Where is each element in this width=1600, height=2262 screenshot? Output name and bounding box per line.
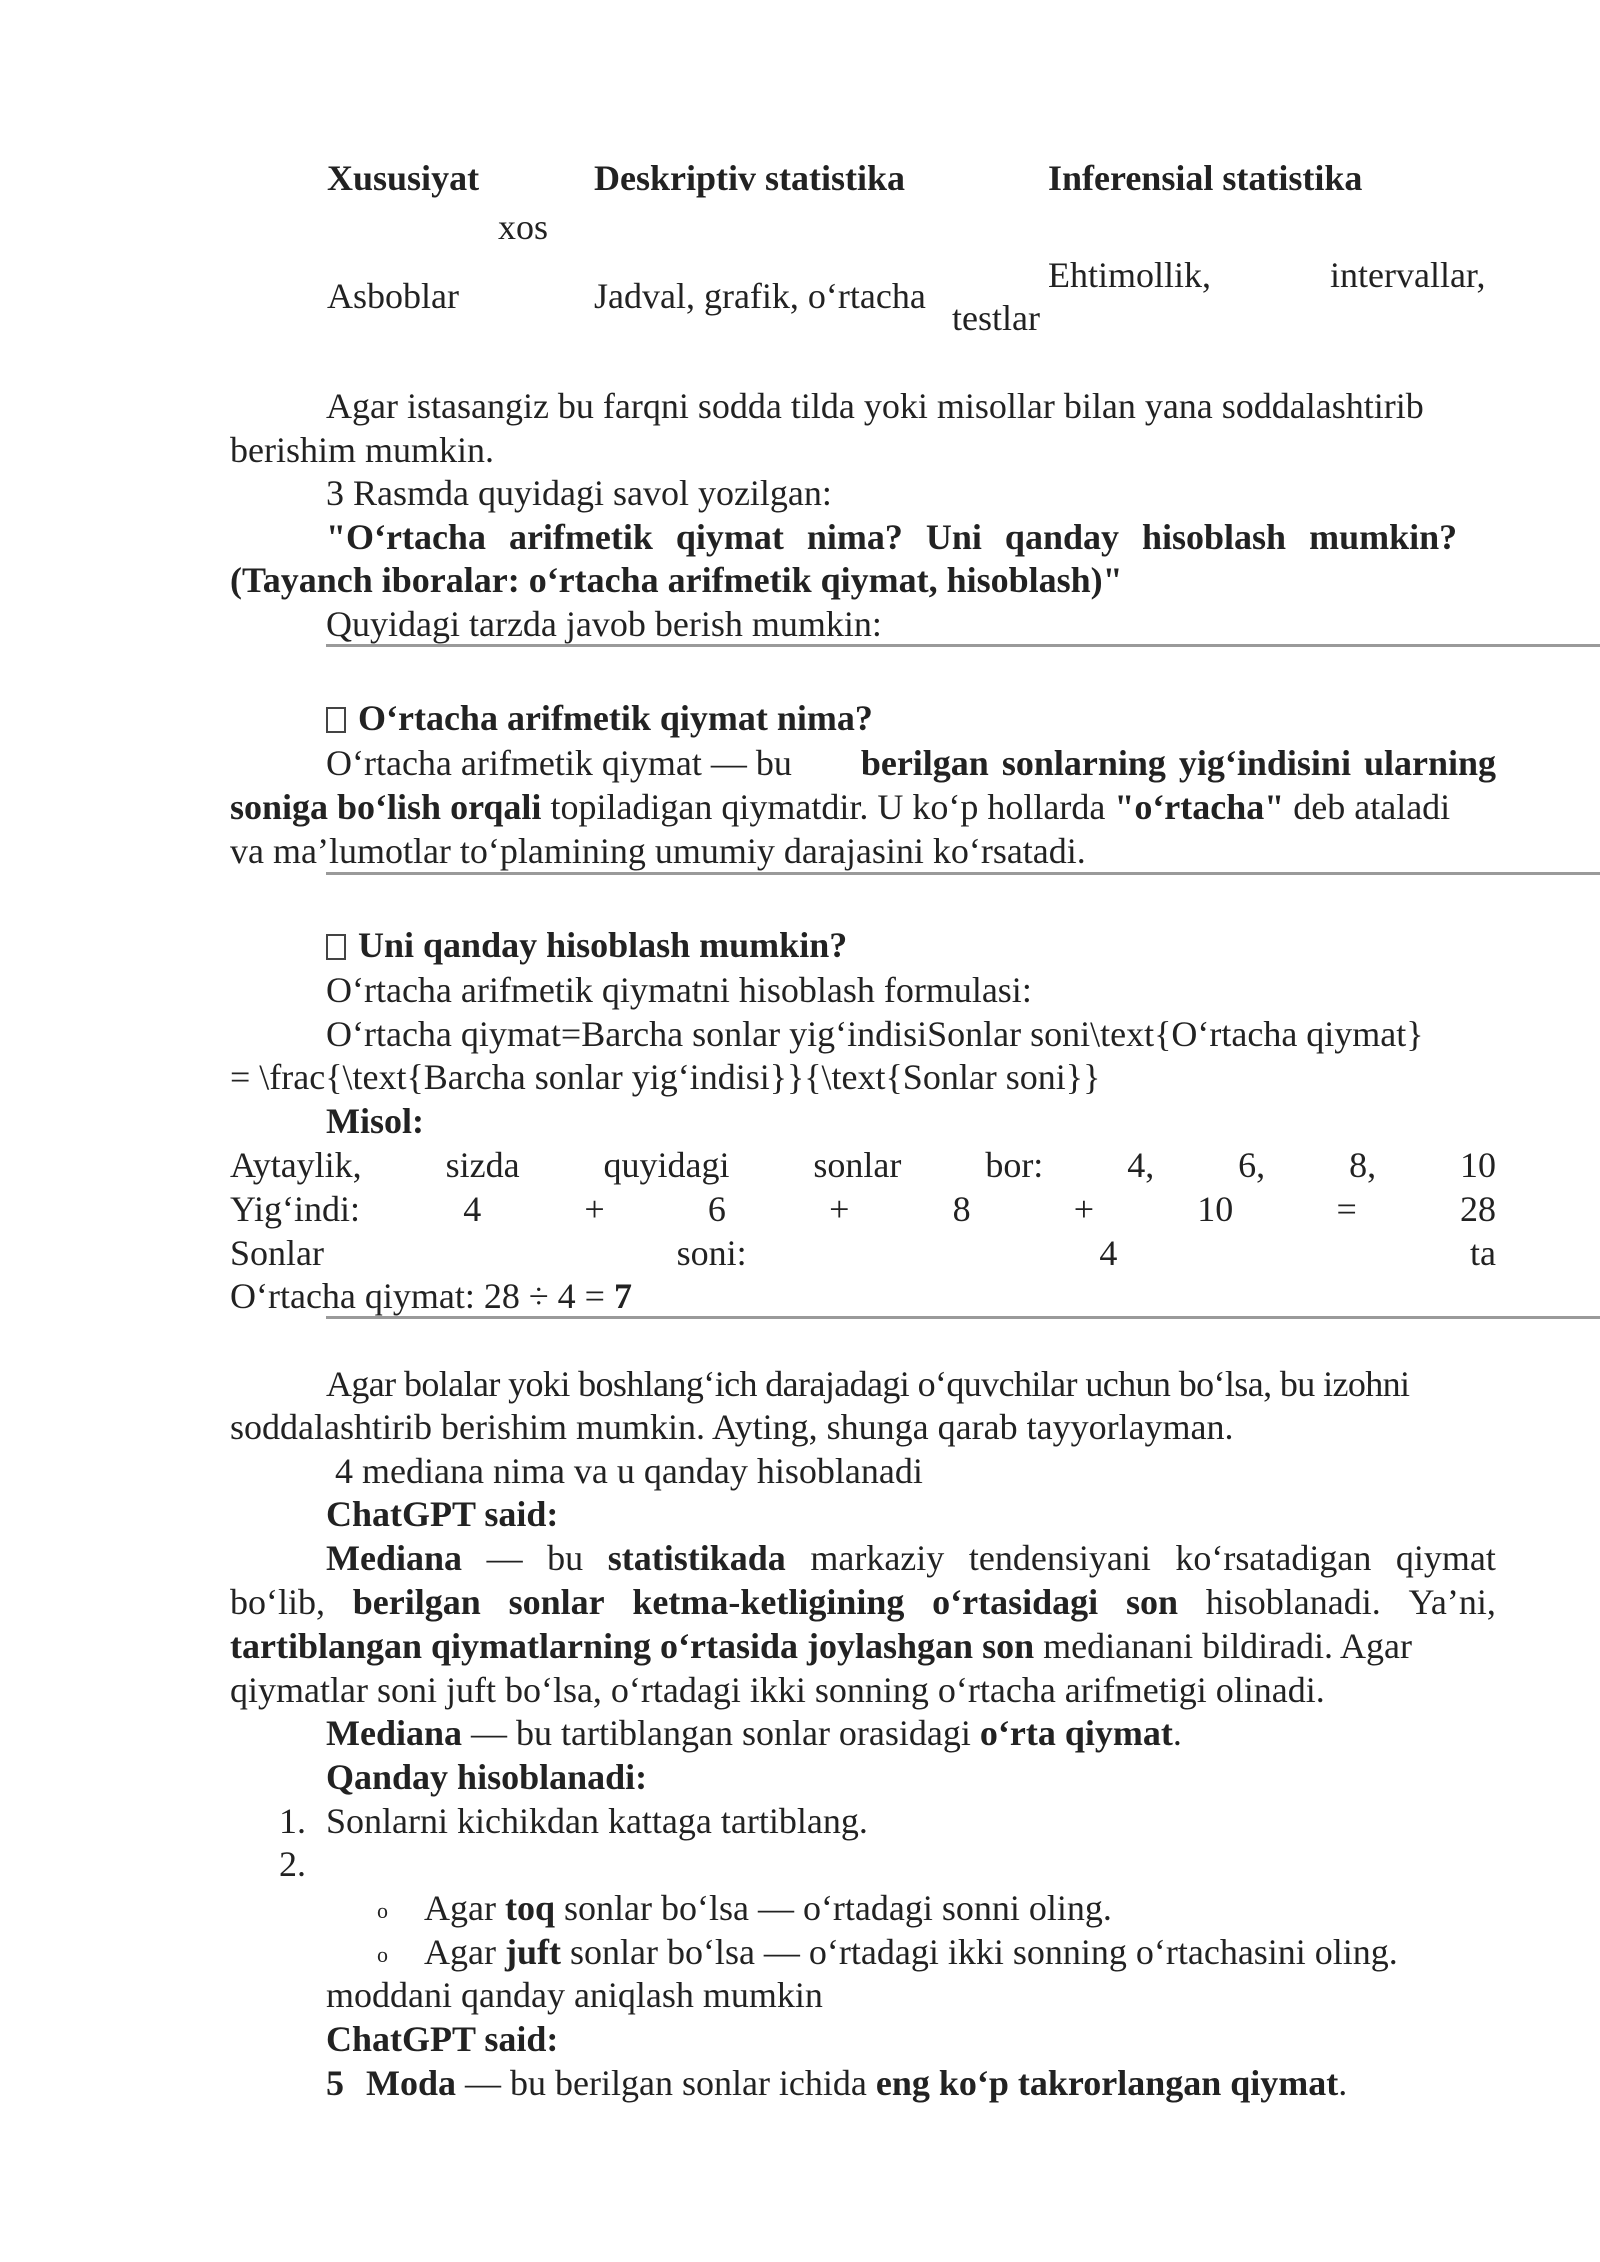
sub-item-bold: toq bbox=[504, 1888, 555, 1928]
section-1-text-2a: soniga bo‘lish orqali bbox=[230, 787, 542, 827]
table-cell-inferential-3: testlar bbox=[952, 298, 1040, 338]
median-definition bbox=[326, 1711, 1182, 1755]
formula-intro: O‘rtacha arifmetik qiymatni hisoblash formulasi: bbox=[326, 970, 1032, 1010]
median-term: Mediana bbox=[326, 1538, 463, 1578]
checkbox-icon bbox=[326, 707, 346, 733]
question-3-line-2: (Tayanch iboralar: o‘rtacha arifmetik qiymat, hisoblash)" bbox=[230, 560, 1123, 600]
mode-number: 5 bbox=[326, 2063, 344, 2103]
median-bold-text: sonlar bbox=[508, 1582, 605, 1622]
chatgpt-said-label: ChatGPT said: bbox=[326, 1494, 559, 1534]
median-bold-text: son bbox=[1125, 1582, 1178, 1622]
mode-term: Moda bbox=[366, 2063, 456, 2103]
example-word: soni: bbox=[676, 1233, 747, 1273]
how-calculated-heading: Qanday hisoblanadi: bbox=[326, 1757, 648, 1797]
median-bold-text: statistikada bbox=[607, 1538, 786, 1578]
section-3-line-2: soddalashtirib berishim mumkin. Ayting, shunga qarab tayyorlayman. bbox=[230, 1407, 1234, 1447]
median-bold-text: berilgan bbox=[352, 1582, 481, 1622]
median-text: bo‘lib, bbox=[230, 1582, 325, 1622]
intro-line-2: berishim mumkin. bbox=[230, 430, 494, 470]
example-word: Sonlar bbox=[230, 1233, 324, 1273]
example-word: 6 bbox=[707, 1189, 726, 1229]
example-line-2 bbox=[230, 1187, 1496, 1231]
question-3-line-1 bbox=[326, 515, 1496, 559]
list-number-2: 2. bbox=[279, 1844, 306, 1884]
table-header-feature: Xususiyat bbox=[327, 158, 480, 198]
median-paragraph-line-2 bbox=[230, 1580, 1496, 1624]
mode-definition bbox=[326, 2061, 1347, 2105]
example-line-4 bbox=[230, 1274, 632, 1318]
example-word: sonlar bbox=[813, 1145, 902, 1185]
example-word: + bbox=[584, 1189, 605, 1229]
mode-bold: eng ko‘p takrorlangan qiymat bbox=[875, 2063, 1339, 2103]
example-word: 28 bbox=[1459, 1189, 1496, 1229]
question-3-text-1: "O‘rtacha arifmetik qiymat nima? Uni qanday hisoblash mumkin? bbox=[326, 517, 1458, 557]
sub-list-item-1 bbox=[424, 1886, 1112, 1930]
table-cell-descriptive: Jadval, grafik, o‘rtacha bbox=[594, 276, 926, 316]
mode-period: . bbox=[1338, 2063, 1348, 2103]
example-word: ta bbox=[1469, 1233, 1496, 1273]
median-text: bu bbox=[547, 1538, 584, 1578]
section-1-heading-text: O‘rtacha arifmetik qiymat nima? bbox=[358, 698, 873, 738]
median-text: qiymat bbox=[1395, 1538, 1496, 1578]
median-definition-bold: o‘rta qiymat bbox=[979, 1713, 1173, 1753]
list-item-1: Sonlarni kichikdan kattaga tartiblang. bbox=[326, 1801, 868, 1841]
example-word: + bbox=[1073, 1189, 1095, 1229]
section-1-text-1b: berilgan sonlarning yig‘indisini ularning bbox=[860, 743, 1496, 783]
section-1-line-1 bbox=[326, 741, 1496, 785]
table-header-descriptive: Deskriptiv statistika bbox=[594, 158, 906, 198]
median-bold-text: o‘rtasidagi bbox=[932, 1582, 1099, 1622]
section-2-heading-text: Uni qanday hisoblash mumkin? bbox=[358, 925, 848, 965]
horizontal-rule bbox=[326, 872, 1600, 875]
sub-item-text: sonlar bo‘lsa — o‘rtadagi sonni oling. bbox=[554, 1888, 1112, 1928]
section-1-line-3: va ma’lumotlar to‘plamining umumiy darajasini ko‘rsatadi. bbox=[230, 831, 1086, 871]
horizontal-rule bbox=[326, 1316, 1600, 1319]
example-word: 6, bbox=[1238, 1145, 1266, 1185]
median-text: tendensiyani bbox=[968, 1538, 1151, 1578]
median-term: Mediana bbox=[326, 1713, 463, 1753]
median-text: markaziy bbox=[810, 1538, 945, 1578]
mode-question: moddani qanday aniqlash mumkin bbox=[326, 1975, 823, 2015]
median-bold-text: tartiblangan qiymatlarning o‘rtasida joylashgan son bbox=[230, 1626, 1035, 1666]
sub-item-text: Agar bbox=[424, 1932, 505, 1972]
sub-bullet-icon: o bbox=[377, 1942, 388, 1967]
table-header-inferential: Inferensial statistika bbox=[1048, 158, 1363, 198]
intro-line-1: Agar istasangiz bu farqni sodda tilda yoki misollar bilan yana soddalashtirib bbox=[326, 386, 1424, 426]
example-word: quyidagi bbox=[603, 1145, 730, 1185]
section-3-line-1: Agar bolalar yoki boshlang‘ich darajadagi o‘quvchilar uchun bo‘lsa, bu izohni bbox=[326, 1364, 1410, 1404]
median-text: ko‘rsatadigan bbox=[1175, 1538, 1372, 1578]
horizontal-rule bbox=[326, 644, 1600, 647]
median-paragraph-line-3 bbox=[230, 1624, 1412, 1668]
table-cell-tools: Asboblar bbox=[327, 276, 459, 316]
median-text: Ya’ni, bbox=[1408, 1582, 1496, 1622]
list-number-1: 1. bbox=[279, 1801, 306, 1841]
sub-list-item-2 bbox=[424, 1930, 1398, 1974]
section-1-text-1a: O‘rtacha arifmetik qiymat — bu bbox=[326, 743, 801, 783]
table-cell-inferential-1: Ehtimollik, bbox=[1048, 255, 1212, 295]
table-header-feature-cont: xos bbox=[498, 207, 549, 247]
example-word: sizda bbox=[445, 1145, 520, 1185]
checkbox-icon bbox=[326, 934, 346, 960]
section-1-text-2b: topiladigan qiymatdir. U ko‘p hollarda bbox=[541, 787, 1115, 827]
median-text: medianani bildiradi. Agar bbox=[1034, 1626, 1413, 1666]
example-word: 10 bbox=[1197, 1189, 1234, 1229]
formula-line-1: O‘rtacha qiymat=Barcha sonlar yig‘indisiSonlar soni\text{O‘rtacha qiymat} bbox=[326, 1014, 1424, 1054]
question-4: 4 mediana nima va u qanday hisoblanadi bbox=[335, 1451, 923, 1491]
example-result-text: O‘rtacha qiymat: 28 ÷ 4 = bbox=[230, 1276, 614, 1316]
example-word: = bbox=[1336, 1189, 1357, 1229]
mode-text: — bu berilgan sonlar ichida bbox=[456, 2063, 876, 2103]
median-text: hisoblanadi. bbox=[1205, 1582, 1381, 1622]
example-word: Yig‘indi: bbox=[230, 1189, 361, 1229]
example-word: 10 bbox=[1460, 1145, 1496, 1185]
example-word: 4, bbox=[1127, 1145, 1155, 1185]
section-2-heading bbox=[326, 923, 847, 967]
example-line-3 bbox=[230, 1231, 1496, 1275]
example-word: + bbox=[829, 1189, 850, 1229]
formula-line-2: = \frac{\text{Barcha sonlar yig‘indisi}}{\text{Sonlar soni}} bbox=[230, 1057, 1101, 1097]
sub-item-text: sonlar bo‘lsa — o‘rtadagi ikki sonning o‘rtachasini oling. bbox=[560, 1932, 1398, 1972]
median-paragraph-line-1 bbox=[326, 1536, 1496, 1580]
median-definition-text: — bu tartiblangan sonlar orasidagi bbox=[462, 1713, 980, 1753]
example-line-1 bbox=[230, 1143, 1496, 1187]
question-3-intro: 3 Rasmda quyidagi savol yozilgan: bbox=[326, 473, 832, 513]
median-text: — bbox=[486, 1538, 523, 1578]
section-1-text-2c: "o‘rtacha" bbox=[1114, 787, 1285, 827]
sub-bullet-icon: o bbox=[377, 1898, 388, 1923]
section-1-heading bbox=[326, 696, 873, 740]
answer-intro: Quyidagi tarzda javob berish mumkin: bbox=[326, 604, 882, 644]
median-definition-period: . bbox=[1172, 1713, 1182, 1753]
example-result-value: 7 bbox=[613, 1276, 632, 1316]
table-cell-inferential-2: intervallar, bbox=[1330, 255, 1486, 295]
example-word: Aytaylik, bbox=[230, 1145, 362, 1185]
median-paragraph-line-4: qiymatlar soni juft bo‘lsa, o‘rtadagi ikki sonning o‘rtacha arifmetigi olinadi. bbox=[230, 1670, 1325, 1710]
example-word: 4 bbox=[463, 1189, 482, 1229]
sub-item-bold: juft bbox=[504, 1932, 561, 1972]
example-word: 8, bbox=[1349, 1145, 1377, 1185]
chatgpt-said-label-2: ChatGPT said: bbox=[326, 2019, 559, 2059]
median-bold-text: ketma-ketligining bbox=[632, 1582, 905, 1622]
section-1-text-2d: deb ataladi bbox=[1284, 787, 1451, 827]
example-label: Misol: bbox=[326, 1101, 424, 1141]
example-word: 4 bbox=[1099, 1233, 1118, 1273]
section-1-line-2 bbox=[230, 785, 1496, 829]
sub-item-text: Agar bbox=[424, 1888, 505, 1928]
example-word: bor: bbox=[985, 1145, 1044, 1185]
example-word: 8 bbox=[952, 1189, 971, 1229]
